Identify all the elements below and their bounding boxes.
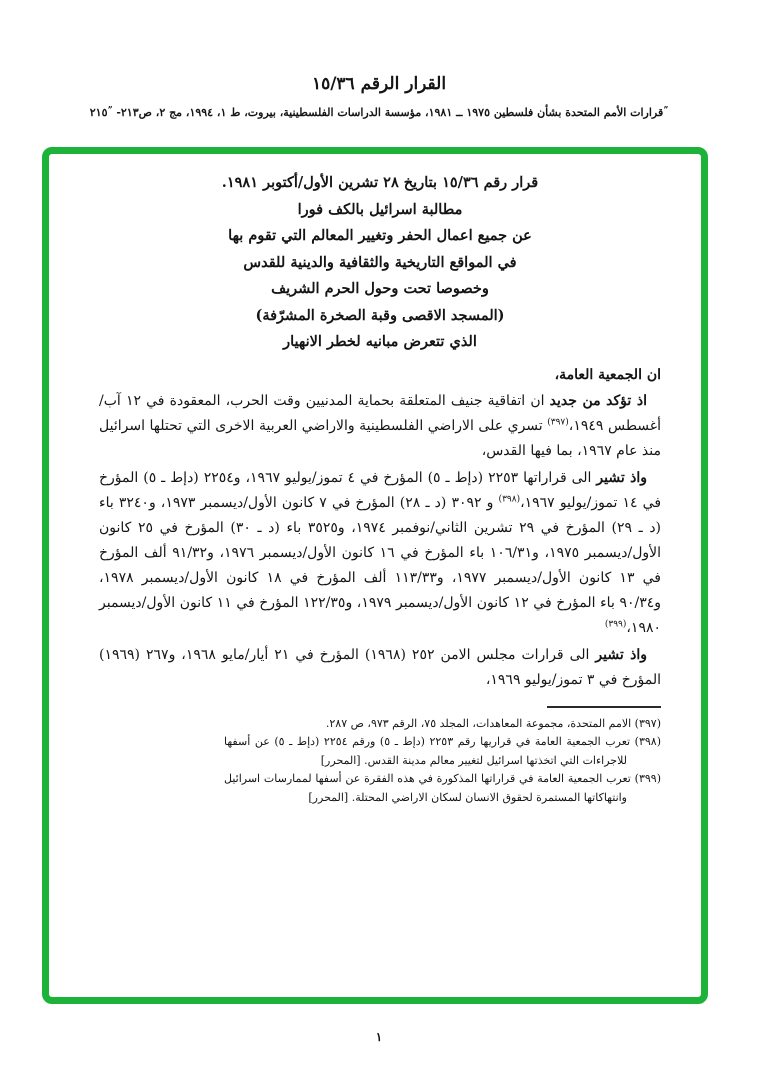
preamble-intro: ان الجمعية العامة، <box>554 366 661 383</box>
heading-line: الذي تتعرض مبانيه لخطر الانهيار <box>283 333 477 350</box>
paragraph-text: تسري على الاراضي الفلسطينية والاراضي العربية الاخرى التي تحتلها اسرائيل منذ عام ١٩٦٧، بما فيها القدس، <box>99 417 661 459</box>
heading-line: (المسجد الاقصى وقبة الصخرة المشرّفة) <box>255 306 505 324</box>
footnote-reference: (٣٩٧) <box>547 416 569 427</box>
paragraph-text: و ٣٠٩٢ (د ـ ٢٨) المؤرخ في ٧ كانون الأول/ديسمبر ١٩٧٣، و٣٢٤٠ باء (د ـ ٢٩) المؤرخ في ٢٩ تشرين الثاني/نوفمبر ١٩٧٤، و٣٥٢٥ باء (د ـ ٣٠) المؤرخ في ٢٥ كانون الأول/ديسمبر ١٩٧٥، و١٠٦/٣١ باء المؤرخ في ١٦ كانون الأول/ديسمبر ١٩٧٦، و٩١/٣٢ ألف المؤرخ في ١٣ كانون الأول/ديسمبر ١٩٧٧، و١١٣/٣٣ ألف المؤرخ في ١٨ كانون الأول/ديسمبر ١٩٧٨، و٩٠/٣٤ باء المؤرخ في ١٢ كانون الأول/ديسمبر ١٩٧٩، و١٢٢/٣٥ المؤرخ في ١١ كانون الأول/ديسمبر ١٩٨٠، <box>99 494 662 636</box>
source-citation <box>34 106 724 119</box>
resolution-frame <box>42 147 708 1004</box>
source-citation-text: قرارات الأمم المتحدة بشأن فلسطين ١٩٧٥ ــ ١٩٨١، مؤسسة الدراسات الفلسطينية، بيروت، ط ١، ١٩٩٤، مج ٢، ص٢١٣- ٢١٥ <box>89 106 664 119</box>
preamble-paragraphs <box>99 389 661 693</box>
footnote-marker: (٣٩٩) <box>630 772 661 785</box>
footnote-body <box>224 733 661 770</box>
footnote-marker: (٣٩٨) <box>630 735 661 748</box>
preamble-paragraph <box>99 466 661 641</box>
footnote-separator <box>547 706 661 708</box>
heading-line: مطالبة اسرائيل بالكف فورا <box>297 200 463 218</box>
paragraph-text: الى قرارات مجلس الامن ٢٥٢ (١٩٦٨) المؤرخ في ٢١ أيار/مايو ١٩٦٨، و٢٦٧ (١٩٦٩) المؤرخ في ٣ تموز/يوليو ١٩٦٩، <box>99 646 661 688</box>
page-number: ١ <box>375 1030 383 1044</box>
footnote-marker: (٣٩٧) <box>631 716 661 730</box>
open-quote-mark: ˮ <box>663 106 669 116</box>
paragraph-text: واذ تشير <box>596 469 647 486</box>
footnote <box>224 715 661 734</box>
heading-line: في المواقع التاريخية والثقافية والدينية للقدس <box>243 253 517 271</box>
paragraph-text: واذ تشير <box>595 646 648 663</box>
close-quote-mark: ˮ <box>107 106 113 116</box>
footnote <box>224 770 661 807</box>
paragraph-text: الى قراراتها ٢٢٥٣ (دإط ـ ٥) المؤرخ في ٤ تموز/يوليو ١٩٦٧، و٢٢٥٤ (دإط ـ ٥) المؤرخ في ١٤ تموز/يوليو ١٩٦٧، <box>99 469 662 511</box>
preamble-paragraph <box>99 643 661 693</box>
heading-line: وخصوصا تحت وحول الحرم الشريف <box>271 280 489 297</box>
footnote-body <box>224 715 661 734</box>
footnote-body <box>224 770 661 807</box>
paragraph-text: ان اتفاقية جنيف المتعلقة بحماية المدنيين وقت الحرب، المعقودة في ١٢ آب/أغسطس ١٩٤٩، <box>99 392 661 434</box>
heading-line: قرار رقم ١٥/٣٦ بتاريخ ٢٨ تشرين الأول/أكتوبر ١٩٨١. <box>221 174 539 191</box>
page-title: القرار الرقم ١٥/٣٦ <box>311 74 447 94</box>
footnote <box>224 733 661 770</box>
paragraph-text: اذ تؤكد من جديد <box>549 392 647 409</box>
footnote-text: الامم المتحدة، مجموعة المعاهدات، المجلد ٧٥، الرقم ٩٧٣، ص ٢٨٧. <box>325 716 632 730</box>
resolution-body <box>49 154 701 807</box>
footnote-reference: (٣٩٨) <box>498 493 521 504</box>
footnotes-section <box>224 715 661 808</box>
resolution-heading <box>99 170 661 356</box>
footnote-text: تعرب الجمعية العامة في قراريها رقم ٢٢٥٣ (دإط ـ ٥) ورقم ٢٢٥٤ (دإط ـ ٥) عن أسفها للاجراءات التي اتخذتها اسرائيل لتغيير معالم مدينة القدس. [المحرر] <box>224 735 631 767</box>
footnote-text: تعرب الجمعية العامة في قراراتها المذكورة في هذه الفقرة عن أسفها لممارسات اسرائيل وانتهاكاتها المستمرة لحقوق الانسان لسكان الاراضي المحتلة. [المحرر] <box>224 772 631 804</box>
footnote-reference: (٣٩٩) <box>604 618 627 629</box>
heading-line: عن جميع اعمال الحفر وتغيير المعالم التي تقوم بها <box>228 227 532 244</box>
preamble-paragraph <box>99 389 661 464</box>
